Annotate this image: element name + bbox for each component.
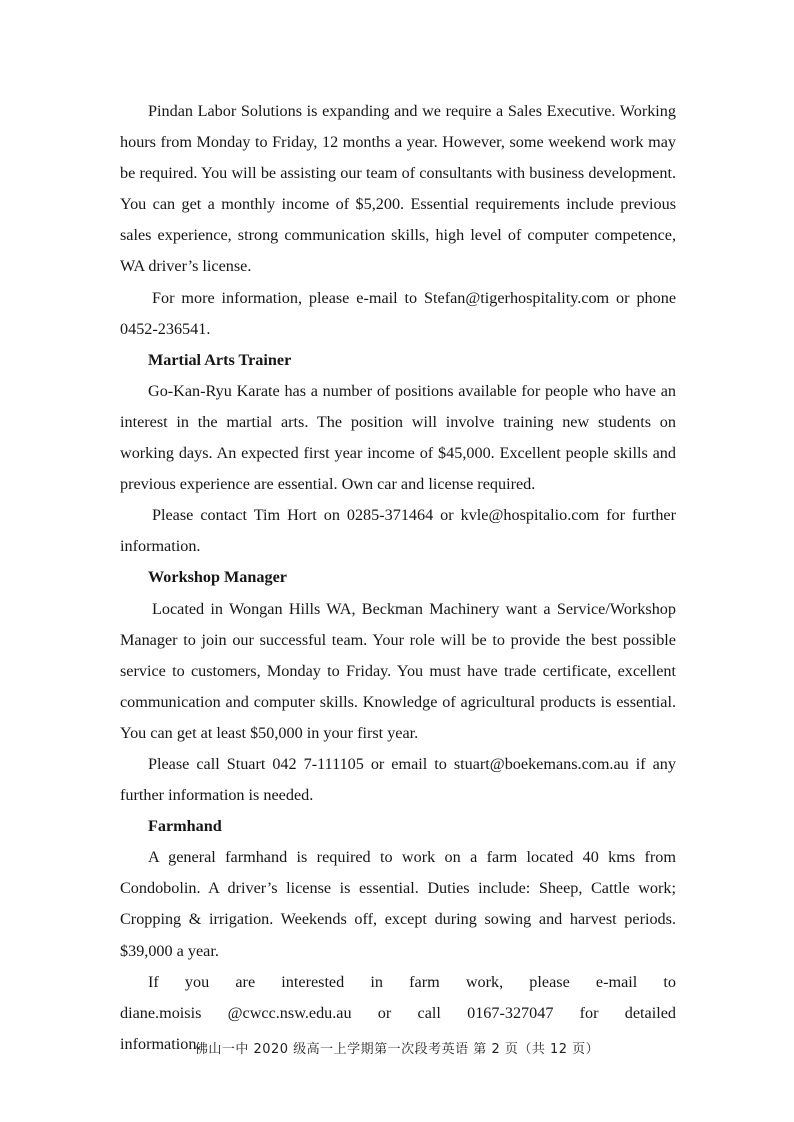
farmhand-contact: If you are interested in farm work, please e-mail to diane.moisis @cwcc.nsw.edu.au or call 0167-327047 for detailed information. <box>120 972 676 1053</box>
martial-arts-heading: Martial Arts Trainer <box>148 350 292 369</box>
exam-page <box>120 96 676 1060</box>
farmhand-heading: Farmhand <box>148 817 222 836</box>
martial-arts-paragraph: Go-Kan-Ryu Karate has a number of positions available for people who have an interest in the martial arts. The position will involve training new students on working days. An expected first year income of $45,000. Excellent people skills and previous experience are essential. Own car and license required. <box>120 381 676 494</box>
workshop-manager-contact: Please call Stuart 042 7-111105 or email to stuart@boekemans.com.au if any further information is needed. <box>120 754 676 805</box>
workshop-manager-paragraph: Located in Wongan Hills WA, Beckman Machinery want a Service/Workshop Manager to join our successful team. Your role will be to provide the best possible service to customers, Monday to Friday. You must have trade certificate, excellent communication and computer skills. Knowledge of agricultural products is essential. You can get at least $50,000 in your first year. <box>120 599 676 742</box>
sales-executive-contact: For more information, please e-mail to Stefan@tigerhospitality.com or phone 0452-236541. <box>120 288 676 338</box>
sales-executive-paragraph: Pindan Labor Solutions is expanding and we require a Sales Executive. Working hours from Monday to Friday, 12 months a year. However, some weekend work may be required. You will be assisting our team of consultants with business development. You can get a monthly income of $5,200. Essential requirements include previous sales experience, strong communication skills, high level of computer competence, WA driver’s license. <box>120 102 676 276</box>
farmhand-paragraph: A general farmhand is required to work on a farm located 40 kms from Condobolin. A driver’s license is essential. Duties include: Sheep, Cattle work; Cropping & irrigation. Weekends off, except during sowing and harvest periods. $39,000 a year. <box>120 848 676 960</box>
page-footer: 佛山一中 2020 级高一上学期第一次段考英语 第 2 页（共 12 页） <box>194 1042 600 1057</box>
workshop-manager-heading: Workshop Manager <box>148 568 287 587</box>
martial-arts-contact: Please contact Tim Hort on 0285-371464 or kvle@hospitalio.com for further information. <box>120 506 676 556</box>
